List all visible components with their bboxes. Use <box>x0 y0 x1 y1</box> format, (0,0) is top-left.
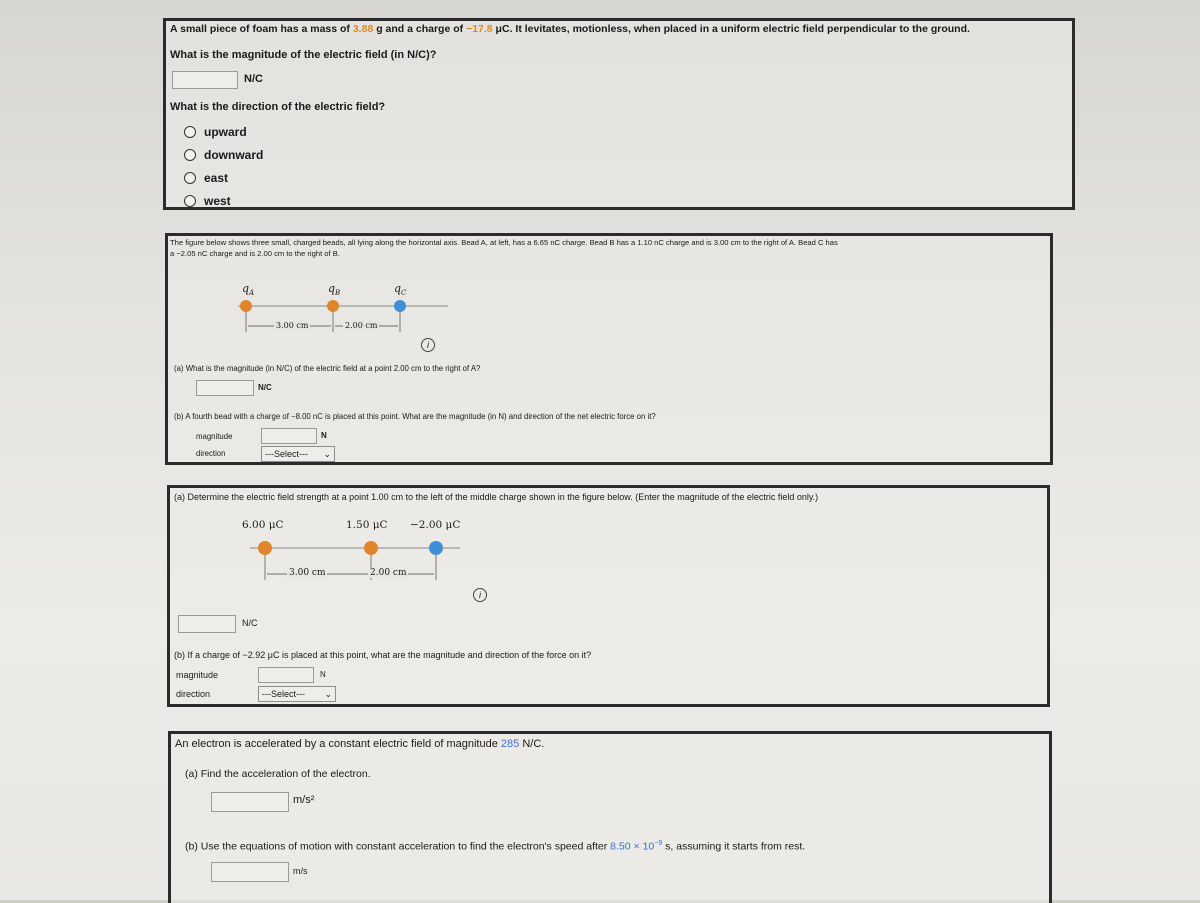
bead-a-label: $q_A$ <box>242 282 255 298</box>
q2-unit: N/C <box>258 383 272 392</box>
q2-field-input[interactable] <box>196 380 254 396</box>
q2-part-b: (b) A fourth bead with a charge of −8.00 nC is placed at this point. What are the magnitude (in N) and direction of the net electric force on it? <box>174 412 656 421</box>
charge-1 <box>258 541 272 555</box>
bead-c-label: $q_C$ <box>394 282 407 298</box>
charge-2 <box>364 541 378 555</box>
question-2-panel <box>165 233 1053 465</box>
radio-upward[interactable]: upward <box>184 125 247 139</box>
q1-magnitude-question: What is the magnitude of the electric field (in N/C)? <box>170 49 437 61</box>
q1-unit: N/C <box>244 73 263 85</box>
q3-unit: N/C <box>242 618 258 628</box>
bead-a <box>240 300 252 312</box>
q2-magnitude-label: magnitude <box>196 432 233 441</box>
q3-direction-select[interactable]: ---Select--- ⌄ <box>258 686 336 702</box>
q4-part-a: (a) Find the acceleration of the electron. <box>185 768 371 780</box>
chevron-down-icon: ⌄ <box>324 688 332 699</box>
q1-direction-question: What is the direction of the electric field? <box>170 101 386 113</box>
question-4-panel <box>168 731 1052 903</box>
question-1-panel <box>163 18 1075 210</box>
q2-magnitude-unit: N <box>321 431 327 440</box>
q2-magnitude-input[interactable] <box>261 428 317 444</box>
info-icon[interactable]: i <box>473 588 487 602</box>
question-3-panel <box>167 485 1050 707</box>
q3-magnitude-label: magnitude <box>176 670 219 680</box>
radio-circle[interactable] <box>184 149 196 161</box>
radio-downward[interactable]: downward <box>184 148 263 162</box>
q2-distance-ab: 3.00 cm <box>276 321 309 330</box>
q1-field-magnitude-input[interactable] <box>172 71 238 89</box>
radio-circle[interactable] <box>184 172 196 184</box>
q3-distance-2: 2.00 cm <box>370 568 407 578</box>
radio-circle[interactable] <box>184 195 196 207</box>
bead-b-label: $q_B$ <box>328 282 341 298</box>
chevron-down-icon: ⌄ <box>323 448 331 459</box>
q2-direction-select[interactable]: ---Select--- ⌄ <box>261 446 335 462</box>
charge-2-label: 1.50 μC <box>346 519 388 531</box>
q4-part-b: (b) Use the equations of motion with constant acceleration to find the electron's speed after $8.50 \times 10^{-9}$ s, assuming it starts from rest. <box>185 840 806 853</box>
info-icon[interactable]: i <box>421 338 435 352</box>
q2-part-a: (a) What is the magnitude (in N/C) of the electric field at a point 2.00 cm to the right of A? <box>174 364 481 373</box>
q2-direction-label: direction <box>196 449 226 458</box>
bead-c <box>394 300 406 312</box>
q2-bead-figure <box>208 280 668 352</box>
q3-part-b: (b) If a charge of −2.92 μC is placed at this point, what are the magnitude and direction of the force on it? <box>174 650 592 660</box>
radio-circle[interactable] <box>184 126 196 138</box>
q3-charge-figure <box>230 536 490 596</box>
q4-speed-input[interactable] <box>211 862 289 882</box>
q3-part-a: (a) Determine the electric field strength at a point 1.00 cm to the left of the middle charge shown in the figure below. (Enter the magnitude of the electric field only.) <box>174 492 819 502</box>
q4-acceleration-input[interactable] <box>211 792 289 812</box>
q4-unit-a: m/s² <box>293 794 315 806</box>
q3-magnitude-unit: N <box>320 670 326 679</box>
bead-b <box>327 300 339 312</box>
charge-3-label: −2.00 μC <box>410 519 461 531</box>
charge-3 <box>429 541 443 555</box>
q4-unit-b: m/s <box>293 866 308 876</box>
q3-direction-label: direction <box>176 689 211 699</box>
q1-intro: A small piece of foam has a mass of 3.88 g and a charge of −17.8 μC. It levitates, motionless, when placed in a uniform electric field perpendicular to the ground. <box>170 23 970 35</box>
q2-distance-bc: 2.00 cm <box>345 321 378 330</box>
q2-intro-line2: a −2.05 nC charge and is 2.00 cm to the right of B. <box>170 249 340 258</box>
radio-west[interactable]: west <box>184 194 231 208</box>
q3-field-input[interactable] <box>178 615 236 633</box>
q3-distance-1: 3.00 cm <box>289 568 326 578</box>
q3-magnitude-input[interactable] <box>258 667 314 683</box>
q2-intro-line1: The figure below shows three small, charged beads, all lying along the horizontal axis. Bead A, at left, has a 6.65 nC charge. Bead B has a 1.10 nC charge and is 3.00 cm to the right of A. Bead C has <box>170 238 838 247</box>
charge-1-label: 6.00 μC <box>242 519 284 531</box>
radio-east[interactable]: east <box>184 171 228 185</box>
q4-intro: An electron is accelerated by a constant electric field of magnitude 285 N/C. <box>175 738 545 750</box>
